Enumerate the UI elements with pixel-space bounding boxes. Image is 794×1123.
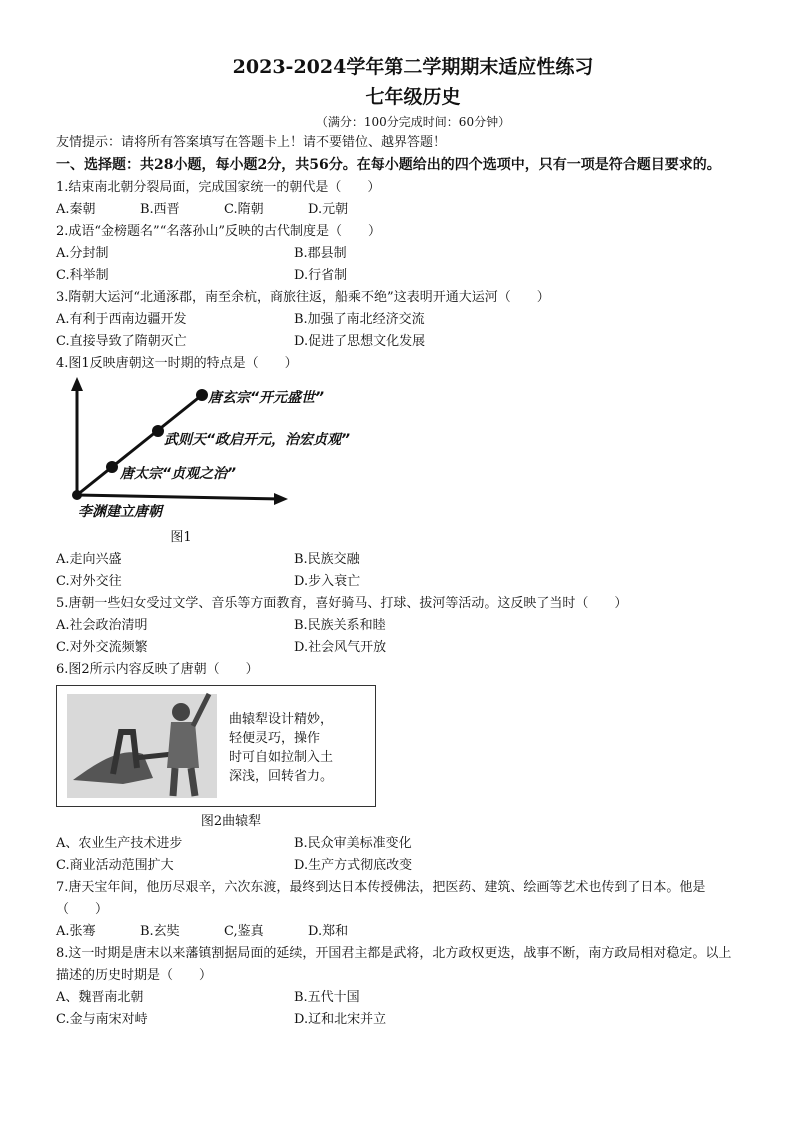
question-stem: 7.唐天宝年间，他历尽艰辛，六次东渡，最终到达日本传授佛法，把医药、建筑、绘画等艺术也传到了日本。他是（ ） [56,880,706,917]
options-row [56,987,740,1009]
options-row [56,571,740,593]
figure-2-box [56,685,376,807]
option: A、魏晋南北朝 [56,990,144,1005]
tip-text: 友情提示：请将所有答案填写在答题卡上！请不要错位、越界答题！ [56,135,447,150]
figure-1-timeline [56,375,740,527]
options-row [56,199,740,221]
option: C.商业活动范围扩大 [56,858,174,873]
option: A.秦朝 [56,202,96,217]
exam-page [56,52,740,1031]
option: B.郡县制 [294,246,347,261]
figure-2-line: 曲辕犁设计精妙， [229,712,334,727]
option: D.郑和 [308,924,349,939]
option: A.张骞 [56,924,96,939]
options-row [56,921,740,943]
section-instructions: 一、选择题：共28小题，每小题2分，共56分。在每小题给出的四个选项中，只有一项是符合题目要求的。 [56,157,721,173]
figure-2-line: 轻便灵巧，操作 [229,731,321,746]
option: C.科举制 [56,268,109,283]
figure-2-caption: 图2曲辕犁 [200,814,262,829]
option: D.生产方式彻底改变 [294,858,413,873]
options-row [56,833,740,855]
x-axis-line [77,495,282,499]
option: A.社会政治清明 [56,618,148,633]
figure-1-label: 唐玄宗“开元盛世” [208,390,325,406]
options-row [56,243,740,265]
question-stem: 6.图2所示内容反映了唐朝（ ） [56,662,259,677]
figure-2-text [229,710,369,786]
options-row [56,331,740,353]
figure-1-caption: 图1 [170,530,192,545]
options-row [56,265,740,287]
option: B.民众审美标准变化 [294,836,412,851]
figure-1-label: 唐太宗“贞观之治” [120,466,237,482]
options-row [56,637,740,659]
option: B.五代十国 [294,990,360,1005]
option: A.有利于西南边疆开发 [56,312,187,327]
exam-subtitle: 七年级历史 [365,86,461,108]
option: B.玄奘 [140,924,180,939]
figure-2-line: 时可自如拉制入土 [229,750,334,765]
options-row [56,1009,740,1031]
figure-2-line: 深浅，回转省力。 [229,769,334,784]
option: A、农业生产技术进步 [56,836,183,851]
question-stem: 3.隋朝大运河“北通涿郡，南至余杭，商旅往返，船乘不绝”这表明开通大运河（ ） [56,290,550,305]
y-axis-arrow-icon [71,377,83,391]
option: A.走向兴盛 [56,552,122,567]
option: B.西晋 [140,202,180,217]
option: D.辽和北宋并立 [294,1012,387,1027]
question-stem: 2.成语“金榜题名”“名落孙山”反映的古代制度是（ ） [56,224,381,239]
timeline-point [152,425,164,437]
options-row [56,855,740,877]
question-stem: 1.结束南北朝分裂局面，完成国家统一的朝代是（ ） [56,180,381,195]
option: C.对外交流频繁 [56,640,148,655]
option: B.民族交融 [294,552,360,567]
option: D.步入衰亡 [294,574,361,589]
option: C,鉴真 [224,924,264,939]
figure-1-label: 李渊建立唐朝 [78,504,162,520]
exam-note: （满分：100分完成时间：60分钟） [315,115,511,129]
option: A.分封制 [56,246,109,261]
option: B.加强了南北经济交流 [294,312,425,327]
farmer-head [172,703,190,721]
option: C.对外交往 [56,574,122,589]
option: D.社会风气开放 [294,640,387,655]
x-axis-arrow-icon [274,493,288,505]
question-stem: 8.这一时期是唐末以来藩镇割据局面的延续，开国君主都是武将，北方政权更迭，战事不断，南方政局相对稳定。以上描述的历史时期是（ ） [56,946,732,983]
option: C.隋朝 [224,202,264,217]
option: D.促进了思想文化发展 [294,334,426,349]
plow-illustration-icon [63,688,223,804]
exam-title: 2023-2024学年第二学期期末适应性练习 [232,56,594,78]
option: D.元朝 [308,202,349,217]
option: C.金与南宋对峙 [56,1012,148,1027]
timeline-point [196,389,208,401]
option: D.行省制 [294,268,348,283]
timeline-point [72,490,82,500]
options-row [56,615,740,637]
options-row [56,549,740,571]
timeline-point [106,461,118,473]
farmer-body [167,722,199,768]
question-stem: 5.唐朝一些妇女受过文学、音乐等方面教育，喜好骑马、打球、拔河等活动。这反映了当时（ ） [56,596,628,611]
option: B.民族关系和睦 [294,618,386,633]
figure-1-label: 武则天“政启开元，治宏贞观” [164,432,351,448]
options-row [56,309,740,331]
option: C.直接导致了隋朝灭亡 [56,334,187,349]
question-stem: 4.图1反映唐朝这一时期的特点是（ ） [56,356,298,371]
